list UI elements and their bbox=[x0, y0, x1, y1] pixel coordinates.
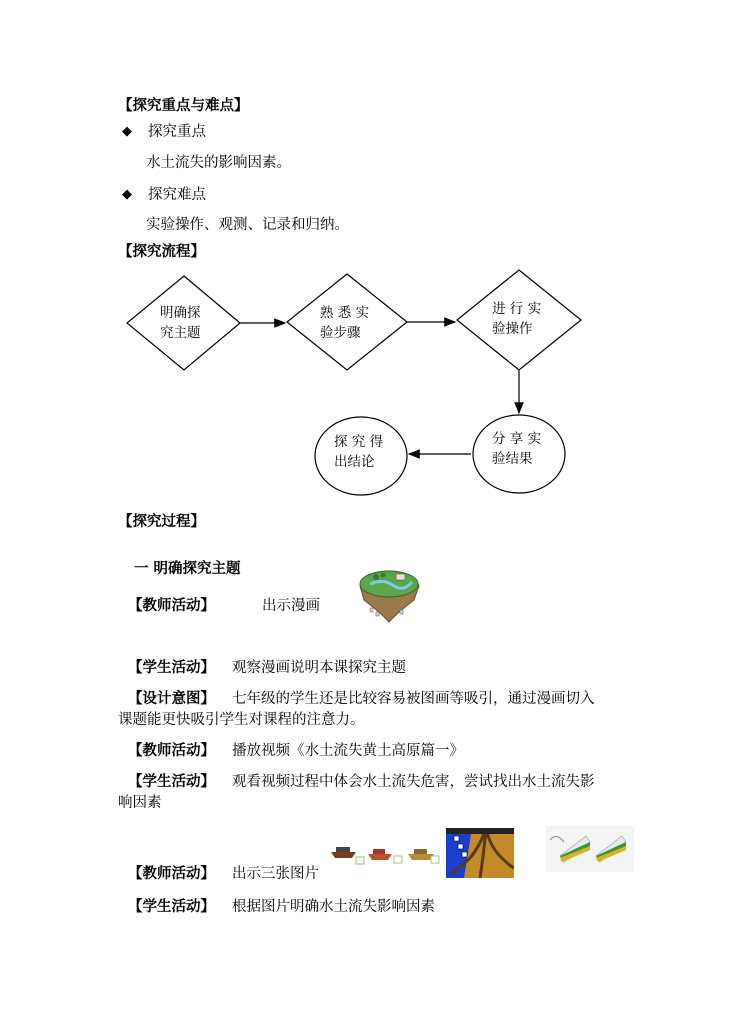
difficulty-text: 实验操作、观测、记录和归纳。 bbox=[146, 217, 349, 233]
roots-image bbox=[446, 828, 514, 878]
student-activity-label: 【学生活动】 bbox=[128, 899, 215, 915]
teacher-activity-text: 播放视频《水土流失黄土高原篇一》 bbox=[232, 743, 464, 759]
boats-image bbox=[330, 842, 440, 868]
student-activity-text-1: 观看视频过程中体会水土流失危害，尝试找出水土流失影 bbox=[232, 774, 595, 790]
student-activity-label: 【学生活动】 bbox=[128, 660, 215, 676]
flow-step-3-line1: 进 行 实 bbox=[492, 301, 542, 317]
flow-step-5-line1: 探 究 得 bbox=[334, 434, 384, 450]
flow-step-3-line2: 验操作 bbox=[492, 321, 533, 337]
student-activity-text-2: 响因素 bbox=[118, 795, 162, 811]
difficulty-label: 探究难点 bbox=[148, 187, 206, 203]
flow-step-1-line1: 明确探 bbox=[160, 305, 201, 321]
flow-step-4-line2: 验结果 bbox=[492, 451, 533, 467]
teacher-activity-label: 【教师活动】 bbox=[128, 866, 215, 882]
teacher-activity-label: 【教师活动】 bbox=[128, 743, 215, 759]
design-intent-text-1: 七年级的学生还是比较容易被图画等吸引，通过漫画切入 bbox=[232, 691, 595, 707]
bullet-icon: ◆ bbox=[122, 187, 132, 202]
key-point-label: 探究重点 bbox=[148, 124, 206, 140]
flow-step-2-line1: 熟 悉 实 bbox=[320, 305, 370, 321]
design-intent-text-2: 课题能更快吸引学生对课程的注意力。 bbox=[118, 712, 365, 728]
flow-step-2-line2: 验步骤 bbox=[320, 325, 361, 341]
erosion-comic-image bbox=[356, 564, 422, 624]
flow-heading: 【探究流程】 bbox=[118, 244, 205, 260]
flow-step-5-line2: 出结论 bbox=[334, 454, 375, 470]
student-activity-text: 根据图片明确水土流失影响因素 bbox=[232, 899, 435, 915]
process-heading: 【探究过程】 bbox=[118, 514, 205, 530]
flow-step-4-line1: 分 享 实 bbox=[492, 431, 542, 447]
teacher-activity-label: 【教师活动】 bbox=[128, 598, 215, 614]
slope-grass-image bbox=[546, 826, 634, 872]
teacher-activity-text: 出示漫画 bbox=[262, 598, 320, 614]
flow-step-1-line2: 究主题 bbox=[160, 325, 201, 341]
teacher-activity-text: 出示三张图片 bbox=[232, 866, 319, 882]
student-activity-text: 观察漫画说明本课探究主题 bbox=[232, 660, 406, 676]
key-point-text: 水土流失的影响因素。 bbox=[146, 155, 291, 171]
bullet-icon: ◆ bbox=[122, 124, 132, 139]
sub-heading: 一 明确探究主题 bbox=[134, 561, 241, 577]
focus-heading: 【探究重点与难点】 bbox=[118, 98, 249, 114]
design-intent-label: 【设计意图】 bbox=[128, 691, 215, 707]
student-activity-label: 【学生活动】 bbox=[128, 774, 215, 790]
